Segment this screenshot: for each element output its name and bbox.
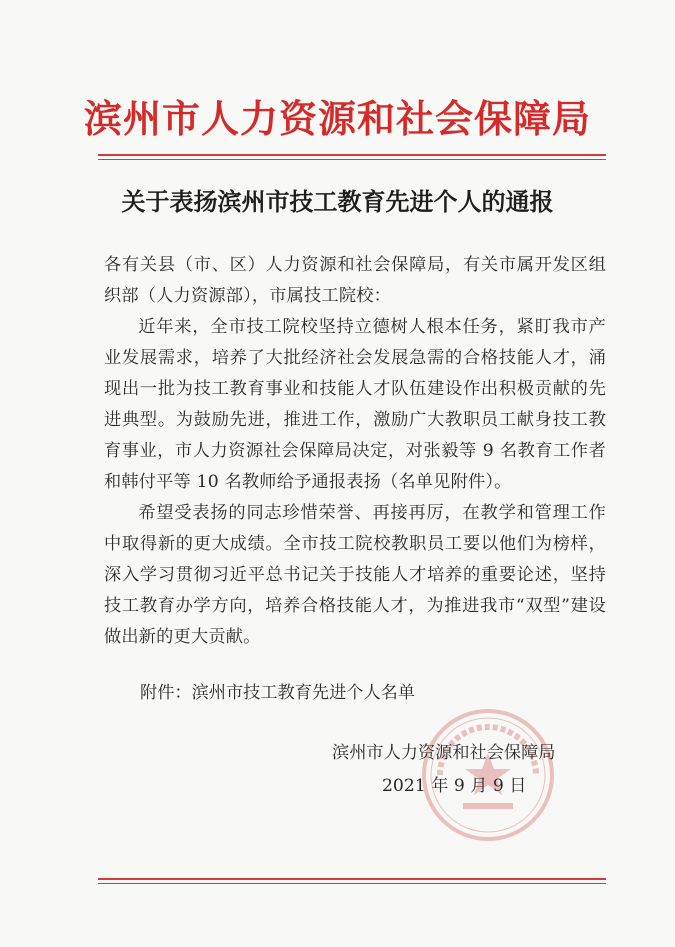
attachment-line: 附件：滨州市技工教育先进个人名单 xyxy=(140,683,416,703)
header-red-rule-thin xyxy=(98,159,606,160)
body-paragraph-2: 希望受表扬的同志珍惜荣誉、再接再厉，在教学和管理工作中取得新的更大成绩。全市技工院校教职员工要以他们为榜样，深入学习贯彻习近平总书记关于技能人才培养的重要论述，坚持技工教育办学方向，培养合格技能人才，为推进我市“双型”建设做出新的更大贡献。 xyxy=(104,503,606,647)
signature-organization: 滨州市人力资源和社会保障局 xyxy=(332,743,556,763)
footer-red-rule-thin xyxy=(98,883,606,884)
footer-red-rule xyxy=(98,878,606,880)
org-header-title: 滨州市人力资源和社会保障局 xyxy=(83,96,591,141)
signature-date: 2021 年 9 月 9 日 xyxy=(382,776,527,796)
salutation: 各有关县（市、区）人力资源和社会保障局，有关市属开发区组织部（人力资源部），市属技工院校： xyxy=(104,255,606,306)
body-paragraph-1: 近年来，全市技工院校坚持立德树人根本任务，紧盯我市产业发展需求，培养了大批经济社会发展急需的合格技能人才，涌现出一批为技工教育事业和技能人才队伍建设作出积极贡献的先进典型。为鼓励先进，推进工作，激励广大教职员工献身技工教育事业，市人力资源社会保障局决定，对张毅等 9 名教育工作者和韩付平等 10 名教师给予通报表扬（名单见附件）。 xyxy=(104,317,606,492)
notice-body xyxy=(104,250,606,653)
header-red-rule xyxy=(98,154,606,156)
notice-title: 关于表扬滨州市技工教育先进个人的通报 xyxy=(121,187,554,216)
